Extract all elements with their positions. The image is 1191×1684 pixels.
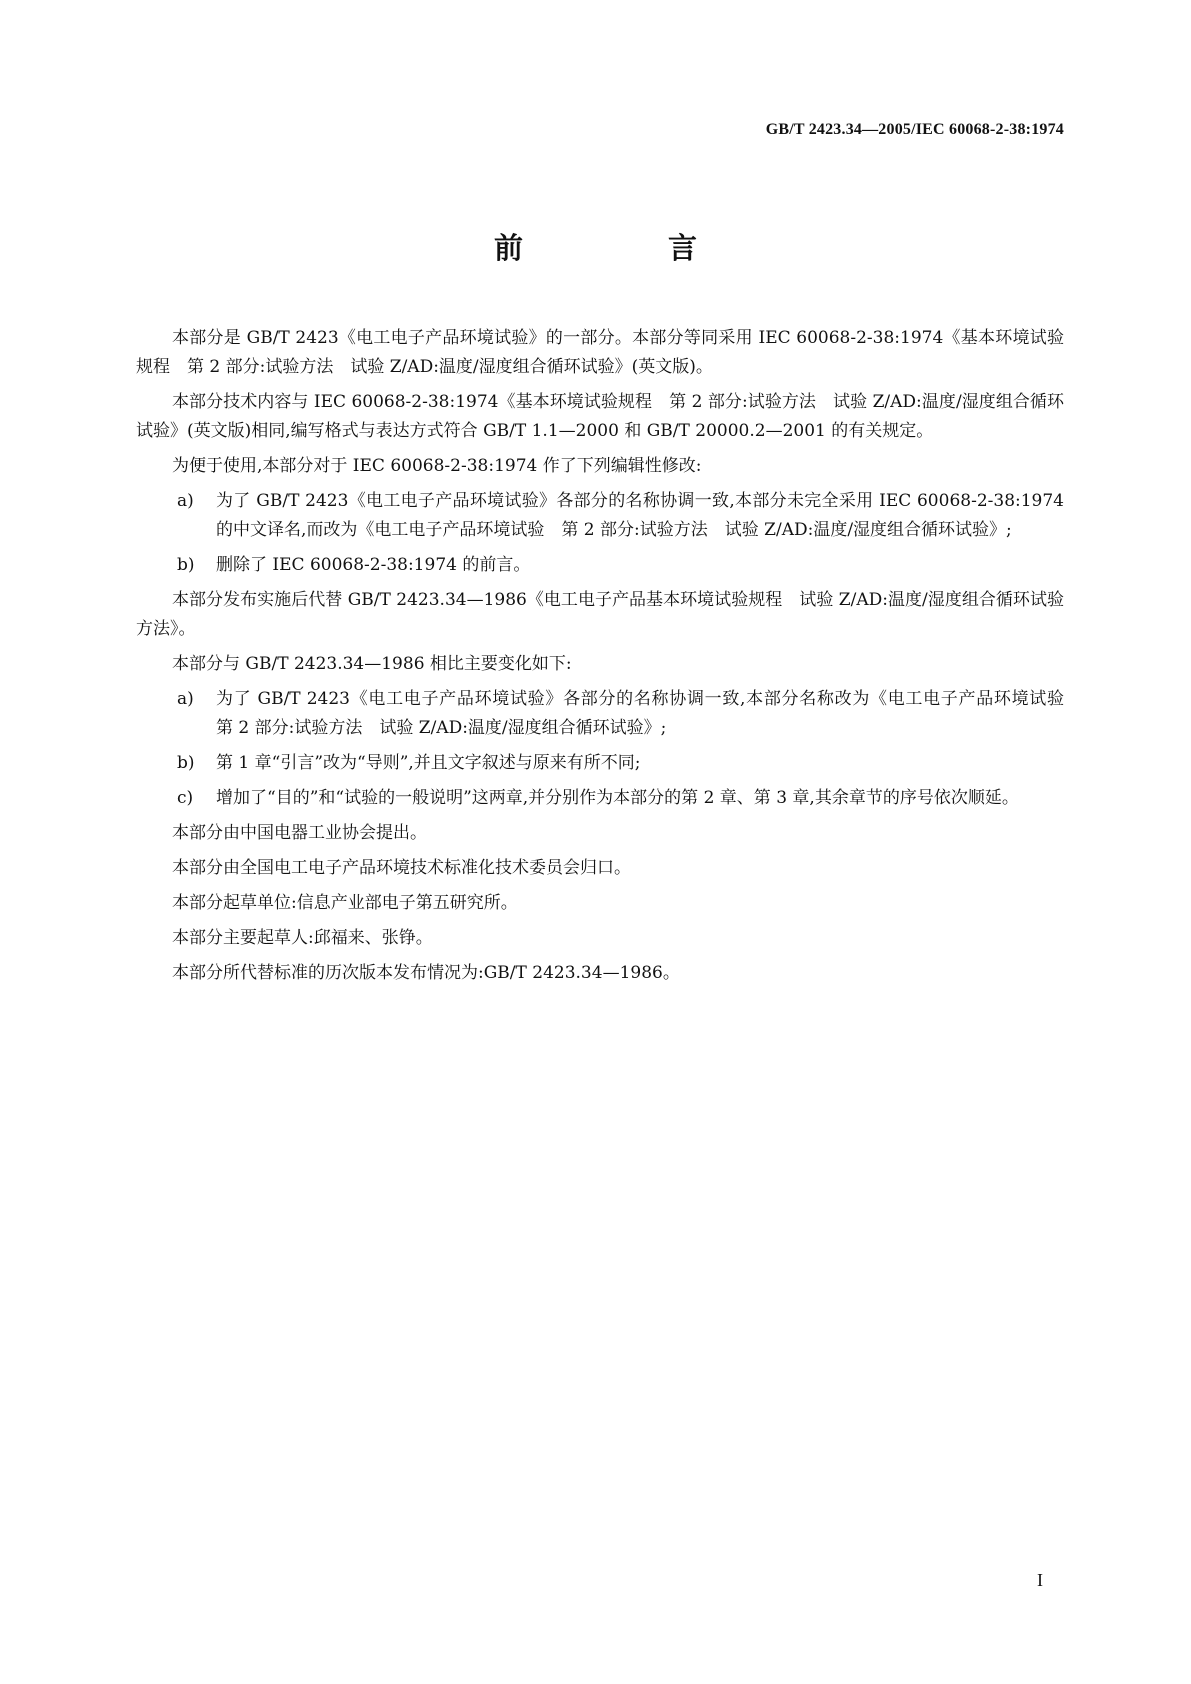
list-marker: a) — [177, 689, 194, 709]
list-item — [136, 487, 1064, 545]
list-marker: b) — [177, 753, 195, 773]
paragraph: 本部分与 GB/T 2423.34—1986 相比主要变化如下: — [172, 654, 572, 674]
paragraph: 本部分技术内容与 IEC 60068-2-38:1974《基本环境试验规程 第 2 部分:试验方法 试验 Z/AD:温度/湿度组合循环试验》(英文版)相同,编写格式与表达方式符合 GB/T 1.1—2000 和 GB/T 20000.2—2001 的有关规定。 — [136, 392, 1064, 441]
list-item-text: 第 1 章“引言”改为“导则”,并且文字叙述与原来有所不同; — [216, 753, 641, 773]
document-header: GB/T 2423.34—2005/IEC 60068-2-38:1974 — [765, 121, 1064, 138]
page-number: I — [1037, 1570, 1043, 1590]
list-item — [136, 551, 1064, 580]
paragraph: 本部分由全国电工电子产品环境技术标准化技术委员会归口。 — [172, 858, 631, 878]
list-item — [136, 784, 1064, 813]
paragraph: 为便于使用,本部分对于 IEC 60068-2-38:1974 作了下列编辑性修改: — [172, 456, 702, 476]
paragraph: 本部分由中国电器工业协会提出。 — [172, 823, 427, 843]
paragraph: 本部分发布实施后代替 GB/T 2423.34—1986《电工电子产品基本环境试验规程 试验 Z/AD:温度/湿度组合循环试验方法》。 — [136, 590, 1064, 639]
list-item-text: 为了 GB/T 2423《电工电子产品环境试验》各部分的名称协调一致,本部分名称改为《电工电子产品环境试验 第 2 部分:试验方法 试验 Z/AD:温度/湿度组合循环试验》; — [216, 689, 1081, 738]
list-item — [136, 749, 1064, 778]
editorial-changes-list — [136, 487, 1064, 580]
list-item-text: 为了 GB/T 2423《电工电子产品环境试验》各部分的名称协调一致,本部分未完全采用 IEC 60068-2-38:1974 的中文译名,而改为《电工电子产品环境试验 第 2 部分:试验方法 试验 Z/AD:温度/湿度组合循环试验》; — [216, 491, 1064, 540]
list-item-text: 删除了 IEC 60068-2-38:1974 的前言。 — [216, 555, 531, 575]
list-marker: c) — [177, 788, 194, 808]
paragraph: 本部分是 GB/T 2423《电工电子产品环境试验》的一部分。本部分等同采用 IEC 60068-2-38:1974《基本环境试验规程 第 2 部分:试验方法 试验 Z/AD:温度/湿度组合循环试验》(英文版)。 — [136, 328, 1064, 377]
list-item-text: 增加了“目的”和“试验的一般说明”这两章,并分别作为本部分的第 2 章、第 3 章,其余章节的序号依次顺延。 — [216, 788, 1019, 808]
paragraph: 本部分所代替标准的历次版本发布情况为:GB/T 2423.34—1986。 — [172, 963, 680, 983]
list-marker: b) — [177, 555, 195, 575]
list-marker: a) — [177, 491, 194, 511]
main-changes-list — [136, 685, 1081, 813]
foreword-content — [136, 324, 1081, 994]
list-item — [136, 685, 1081, 743]
paragraph: 本部分主要起草人:邱福来、张铮。 — [172, 928, 433, 948]
page-title: 前 言 — [493, 231, 755, 265]
paragraph: 本部分起草单位:信息产业部电子第五研究所。 — [172, 893, 518, 913]
